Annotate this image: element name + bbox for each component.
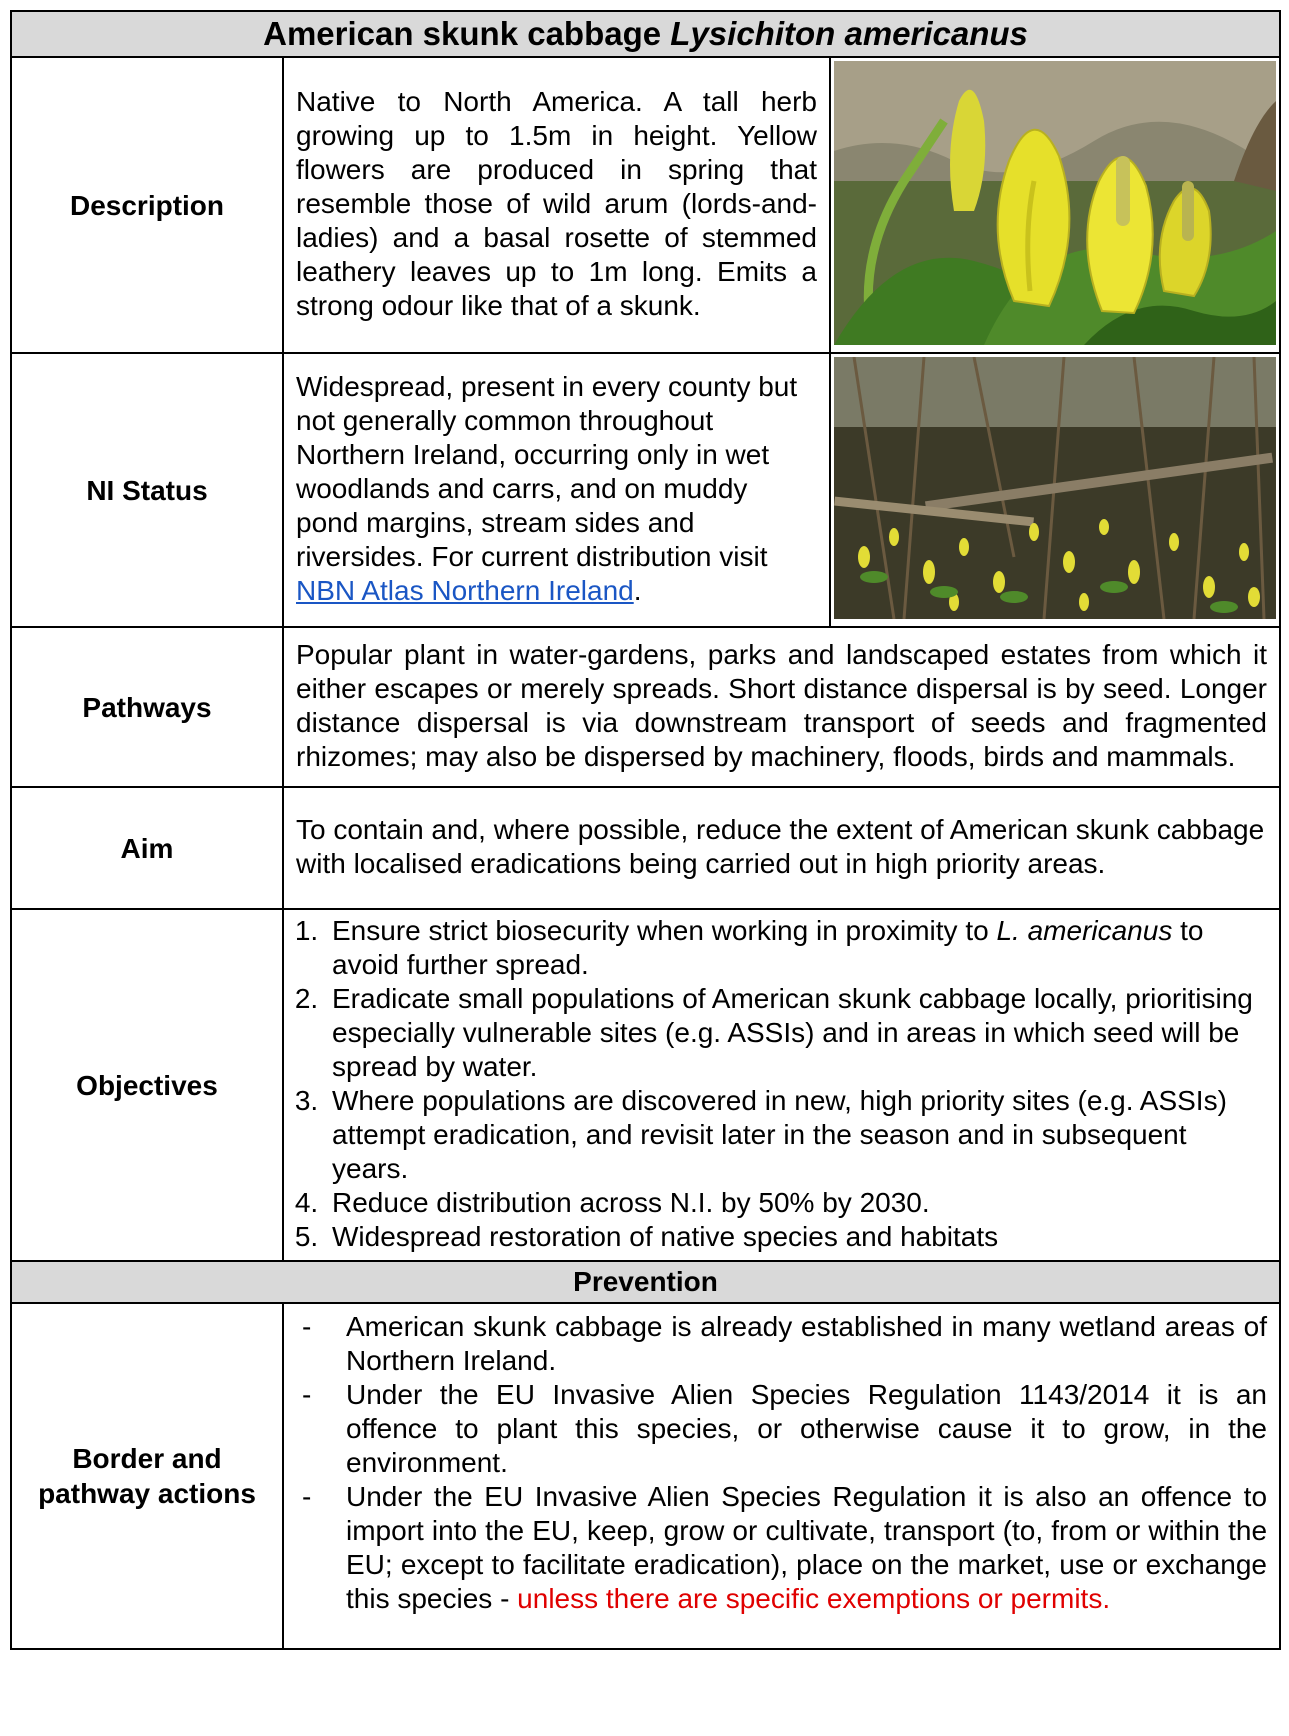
ni-status-period: . — [633, 575, 642, 606]
objective-1-text: Ensure strict biosecurity when working in proximity to — [332, 915, 997, 946]
objectives-list — [296, 914, 1267, 1254]
border-pathway-actions-label: Border and pathway actions — [11, 1303, 283, 1649]
objective-item — [326, 914, 1267, 982]
objective-1-species: L. americanus — [996, 915, 1173, 946]
dash-bullet: - — [302, 1311, 312, 1342]
skunk-cabbage-flowers-photo — [834, 61, 1276, 345]
border-action-item — [296, 1310, 1267, 1378]
species-sheet — [10, 10, 1279, 1736]
aim-text: To contain and, where possible, reduce the extent of American skunk cabbage with localised eradications being carried out in high priority areas. — [283, 787, 1280, 909]
ni-status-label: NI Status — [11, 353, 283, 627]
aim-label: Aim — [11, 787, 283, 909]
description-text: Native to North America. A tall herb growing up to 1.5m in height. Yellow flowers are produced in spring that resemble those of wild arum (lords-and-ladies) and a basal rosette of stemmed leathery leaves up to 1m long. Emits a strong odour like that of a skunk. — [283, 57, 830, 353]
skunk-cabbage-woodland-photo — [834, 357, 1276, 619]
title-latin-name: Lysichiton americanus — [670, 15, 1028, 52]
pathways-text: Popular plant in water-gardens, parks and landscaped estates from which it either escapes or merely spreads. Short distance dispersal is by seed. Longer distance dispersal is via downstream transport of seeds and fragmented rhizomes; may also be dispersed by machinery, floods, birds and mammals. — [283, 627, 1280, 787]
exemptions-warning: unless there are specific exemptions or permits. — [517, 1583, 1111, 1614]
border-actions-list — [296, 1310, 1267, 1616]
species-table — [10, 10, 1281, 1650]
objectives-list-cell — [283, 909, 1280, 1261]
photo-flowers-closeup — [830, 57, 1280, 353]
objective-item: 4. Reduce distribution across N.I. by 50% by 2030. — [326, 1186, 1267, 1220]
objective-1-tail: to avoid further spread. — [332, 915, 1204, 980]
pathways-label: Pathways — [11, 627, 283, 787]
photo-woodland-colony — [830, 353, 1280, 627]
border-pathway-actions-cell — [283, 1303, 1280, 1649]
border-action-3-text: Under the EU Invasive Alien Species Regulation it is also an offence to import into the EU, keep, grow or cultivate, transport (to, from or within the EU; except to facilitate eradication), place on the market, use or exchange this species - — [346, 1481, 1268, 1614]
objective-item: 5. Widespread restoration of native species and habitats — [326, 1220, 1267, 1254]
dash-bullet: - — [302, 1379, 312, 1410]
ni-status-text — [283, 353, 830, 627]
border-action-item — [296, 1378, 1267, 1480]
ni-status-body: Widespread, present in every county but not generally common throughout Northern Ireland, occurring only in wet woodlands and carrs, and on muddy pond margins, stream sides and riversides. For current distribution visit — [296, 371, 798, 572]
prevention-heading: Prevention — [11, 1261, 1280, 1303]
page-title — [11, 11, 1280, 57]
objective-item: 2. Eradicate small populations of American skunk cabbage locally, prioritising especially vulnerable sites (e.g. ASSIs) and in areas in which seed will be spread by water. — [326, 982, 1267, 1084]
objective-item: 3. Where populations are discovered in new, high priority sites (e.g. ASSIs) attempt eradication, and revisit later in the season and in subsequent years. — [326, 1084, 1267, 1186]
objectives-label: Objectives — [11, 909, 283, 1261]
title-common-name: American skunk cabbage — [263, 15, 662, 52]
border-action-2-text: Under the EU Invasive Alien Species Regulation 1143/2014 it is an offence to plant this species, or otherwise cause it to grow, in the environment. — [346, 1379, 1268, 1478]
nbn-atlas-link[interactable]: NBN Atlas Northern Ireland — [296, 575, 634, 606]
description-label: Description — [11, 57, 283, 353]
dash-bullet: - — [302, 1481, 312, 1512]
border-action-1-text: American skunk cabbage is already established in many wetland areas of Northern Ireland. — [346, 1311, 1268, 1376]
border-action-item — [296, 1480, 1267, 1616]
